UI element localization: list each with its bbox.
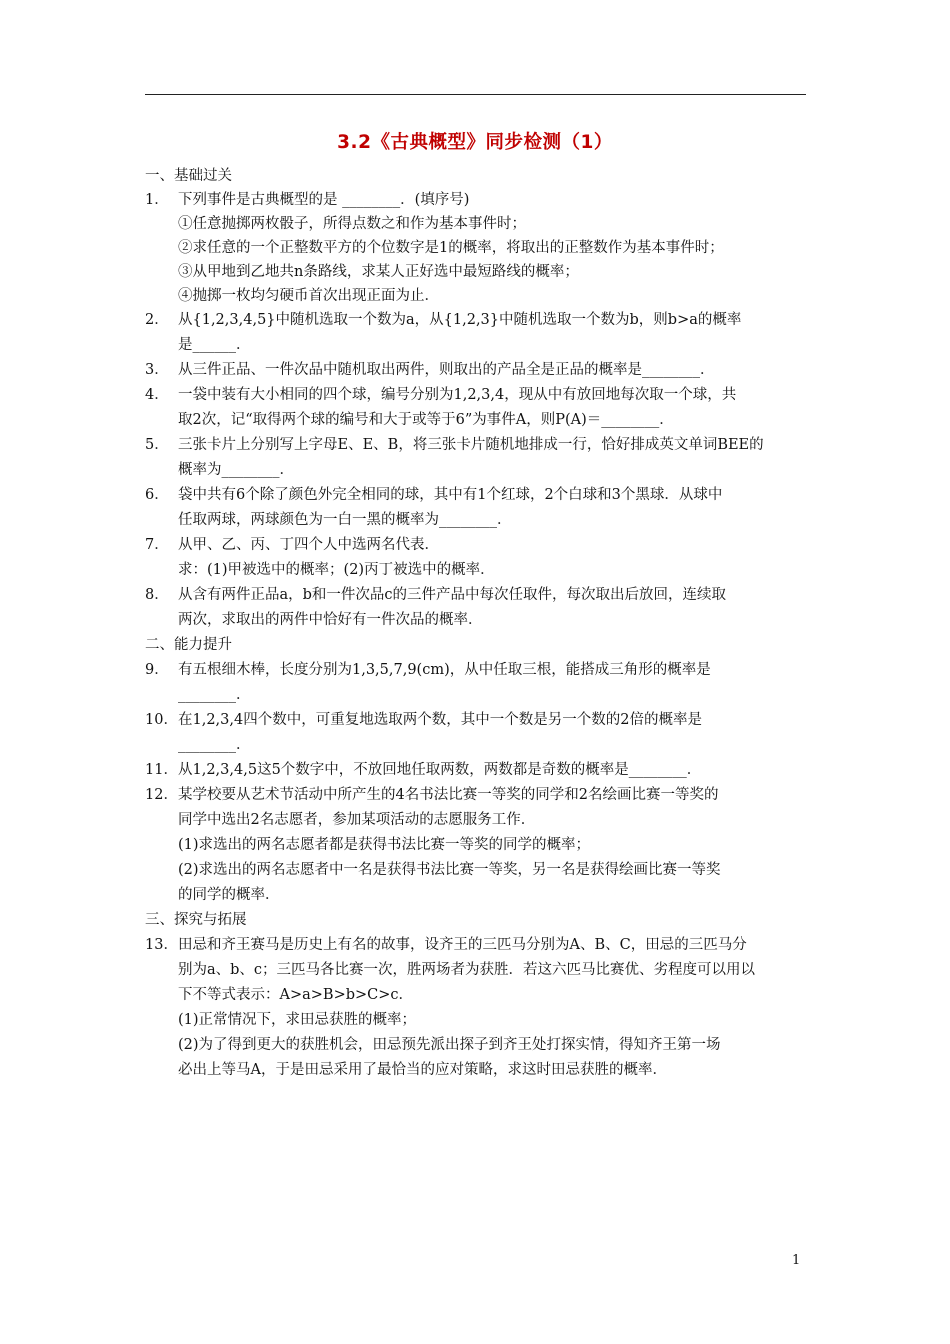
- question-5-cont: 概率为________．: [178, 462, 294, 478]
- header-rule: [145, 94, 806, 95]
- question-12: 12． 某学校要从艺术节活动中所产生的4名书法比赛一等奖的同学和2名绘画比赛一等奖的: [145, 787, 719, 803]
- section-heading: 三、探究与拓展: [145, 912, 247, 928]
- question-4-cont: 取2次，记“取得两个球的编号和大于或等于6”为事件A，则P(A)＝________．: [178, 412, 674, 428]
- question-8-cont: 两次，求取出的两件中恰好有一件次品的概率．: [178, 612, 483, 628]
- question-3: 3． 从三件正品、一件次品中随机取出两件，则取出的产品全是正品的概率是________．: [145, 362, 715, 378]
- page-number: 1: [792, 1253, 801, 1268]
- question-12-part: (1)求选出的两名志愿者都是获得书法比赛一等奖的同学的概率；: [178, 837, 591, 853]
- question-12-cont: 同学中选出2名志愿者，参加某项活动的志愿服务工作．: [178, 812, 536, 828]
- question-13-part: (2)为了得到更大的获胜机会，田忌预先派出探子到齐王处打探实情，得知齐王第一场: [178, 1037, 721, 1053]
- section-heading: 二、能力提升: [145, 637, 232, 653]
- question-13-cont: 必出上等马A，于是田忌采用了最恰当的应对策略，求这时田忌获胜的概率．: [178, 1062, 667, 1078]
- question-13-cont: 下不等式表示：A>a>B>b>C>c．: [178, 987, 414, 1003]
- question-7: 7． 从甲、乙、丙、丁四个人中选两名代表．: [145, 537, 439, 553]
- section-heading: 一、基础过关: [145, 168, 232, 184]
- question-7-cont: 求：(1)甲被选中的概率；(2)丙丁被选中的概率．: [178, 562, 495, 578]
- question-1-option: ①任意抛掷两枚骰子，所得点数之和作为基本事件时；: [178, 216, 526, 232]
- question-13-cont: 别为a、b、c；三匹马各比赛一次，胜两场者为获胜．若这六匹马比赛优、劣程度可以用以: [178, 962, 756, 978]
- question-1-option: ④抛掷一枚均匀硬币首次出现正面为止．: [178, 288, 439, 304]
- question-6-cont: 任取两球，两球颜色为一白一黑的概率为________．: [178, 512, 512, 528]
- question-10-cont: ________．: [178, 737, 251, 753]
- question-13: 13． 田忌和齐王赛马是历史上有名的故事，设齐王的三匹马分别为A、B、C，田忌的三匹马分: [145, 937, 747, 953]
- worksheet-body: [145, 164, 807, 1083]
- question-12-cont: 的同学的概率．: [178, 887, 280, 903]
- question-1-option: ②求任意的一个正整数平方的个位数字是1的概率，将取出的正整数作为基本事件时；: [178, 240, 724, 256]
- question-2-cont: 是______．: [178, 337, 251, 353]
- question-1: 1． 下列事件是古典概型的是 ________．(填序号): [145, 192, 470, 208]
- question-12-part: (2)求选出的两名志愿者中一名是获得书法比赛一等奖，另一名是获得绘画比赛一等奖: [178, 862, 721, 878]
- question-4: 4． 一袋中装有大小相同的四个球，编号分别为1,2,3,4，现从中有放回地每次取一个球，共: [145, 387, 737, 403]
- question-11: 11． 从1,2,3,4,5这5个数字中，不放回地任取两数，两数都是奇数的概率是________．: [145, 762, 702, 778]
- page-title: 3.2《古典概型》同步检测（1）: [337, 132, 613, 153]
- question-1-option: ③从甲地到乙地共n条路线，求某人正好选中最短路线的概率；: [178, 264, 579, 280]
- question-8: 8． 从含有两件正品a，b和一件次品c的三件产品中每次任取件，每次取出后放回，连续取: [145, 587, 727, 603]
- question-10: 10． 在1,2,3,4四个数中，可重复地选取两个数，其中一个数是另一个数的2倍的概率是: [145, 712, 702, 728]
- question-9: 9． 有五根细木棒，长度分别为1,3,5,7,9(cm)，从中任取三根，能搭成三角形的概率是: [145, 662, 711, 678]
- question-9-cont: ________．: [178, 687, 251, 703]
- question-6: 6． 袋中共有6个除了颜色外完全相同的球，其中有1个红球，2个白球和3个黑球．从球中: [145, 487, 723, 503]
- question-13-part: (1)正常情况下，求田忌获胜的概率；: [178, 1012, 417, 1028]
- question-5: 5． 三张卡片上分别写上字母E、E、B，将三张卡片随机地排成一行，恰好排成英文单词BEE的: [145, 437, 764, 453]
- question-2: 2． 从{1,2,3,4,5}中随机选取一个数为a，从{1,2,3}中随机选取一个数为b，则b>a的概率: [145, 312, 742, 328]
